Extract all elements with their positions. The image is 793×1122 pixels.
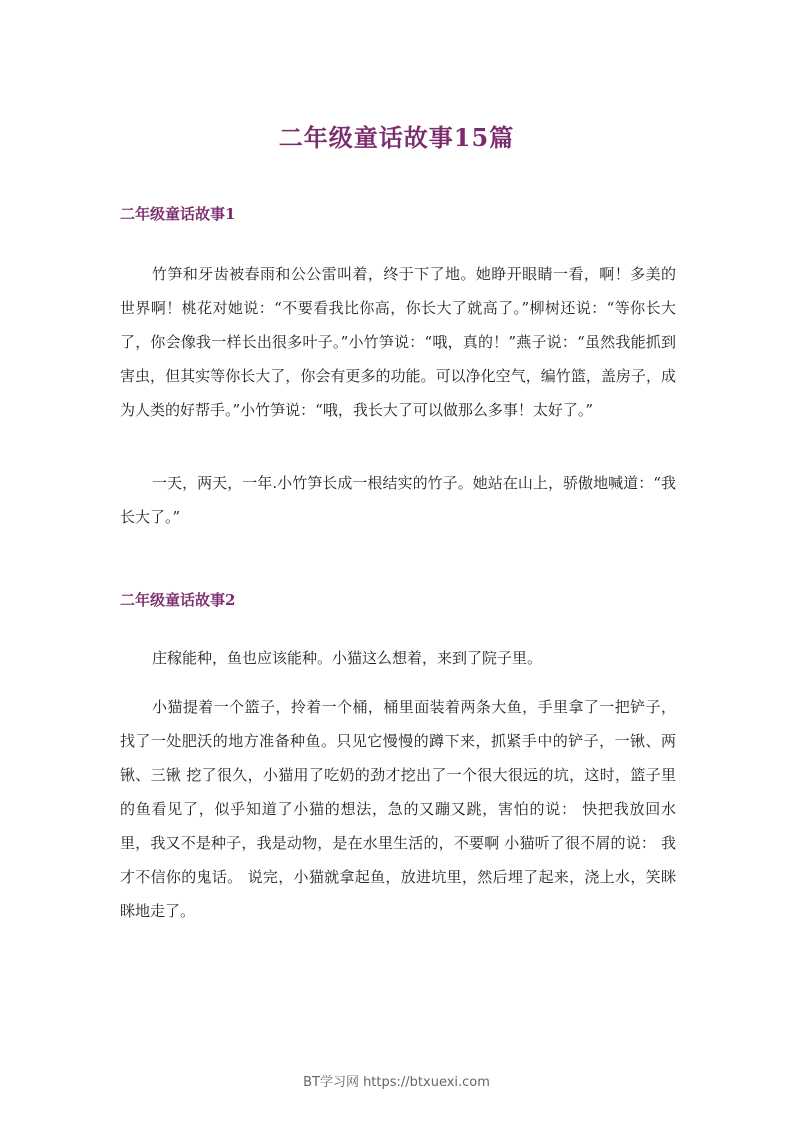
story-1-paragraph-2: 一天，两天，一年.小竹笋长成一根结实的竹子。她站在山上，骄傲地喊道：“我长大了。”: [120, 474, 676, 526]
story-2-heading: 二年级童话故事2: [120, 591, 236, 609]
footer-watermark: BT学习网 https://btxuexi.com: [303, 1075, 490, 1090]
story-2-paragraph-2: 小猫提着一个篮子，拎着一个桶，桶里面装着两条大鱼，手里拿了一把铲子，找了一处肥沃的地方准备种鱼。只见它慢慢的蹲下来，抓紧手中的铲子，一锹、两锹、三锹 挖了很久，小猫用了吃奶的劲才挖出了一个很大很远的坑，这时，篮子里的鱼看见了，似乎知道了小猫的想法，急的又蹦又跳，害怕的说： 快把我放回水里，我又不是种子，我是动物，是在水里生活的，不要啊 小猫听了很不屑的说： 我才不信你的鬼话。 说完，小猫就拿起鱼，放进坑里，然后埋了起来，浇上水，笑眯眯地走了。: [120, 698, 676, 920]
story-1-paragraph-1: 竹笋和牙齿被春雨和公公雷叫着，终于下了地。她睁开眼睛一看，啊！多美的世界啊！桃花对她说：“不要看我比你高，你长大了就高了。”柳树还说：“等你长大了，你会像我一样长出很多叶子。”小竹笋说：“哦，真的！”燕子说：“虽然我能抓到害虫，但其实等你长大了，你会有更多的功能。可以净化空气，编竹篮，盖房子，成为人类的好帮手。”小竹笋说：“哦，我长大了可以做那么多事！太好了。”: [120, 265, 676, 419]
story-1-heading: 二年级童话故事1: [120, 205, 236, 223]
document-title: 二年级童话故事15篇: [278, 123, 515, 152]
story-2-paragraph-1: 庄稼能种，鱼也应该能种。小猫这么想着，来到了院子里。: [152, 649, 543, 667]
